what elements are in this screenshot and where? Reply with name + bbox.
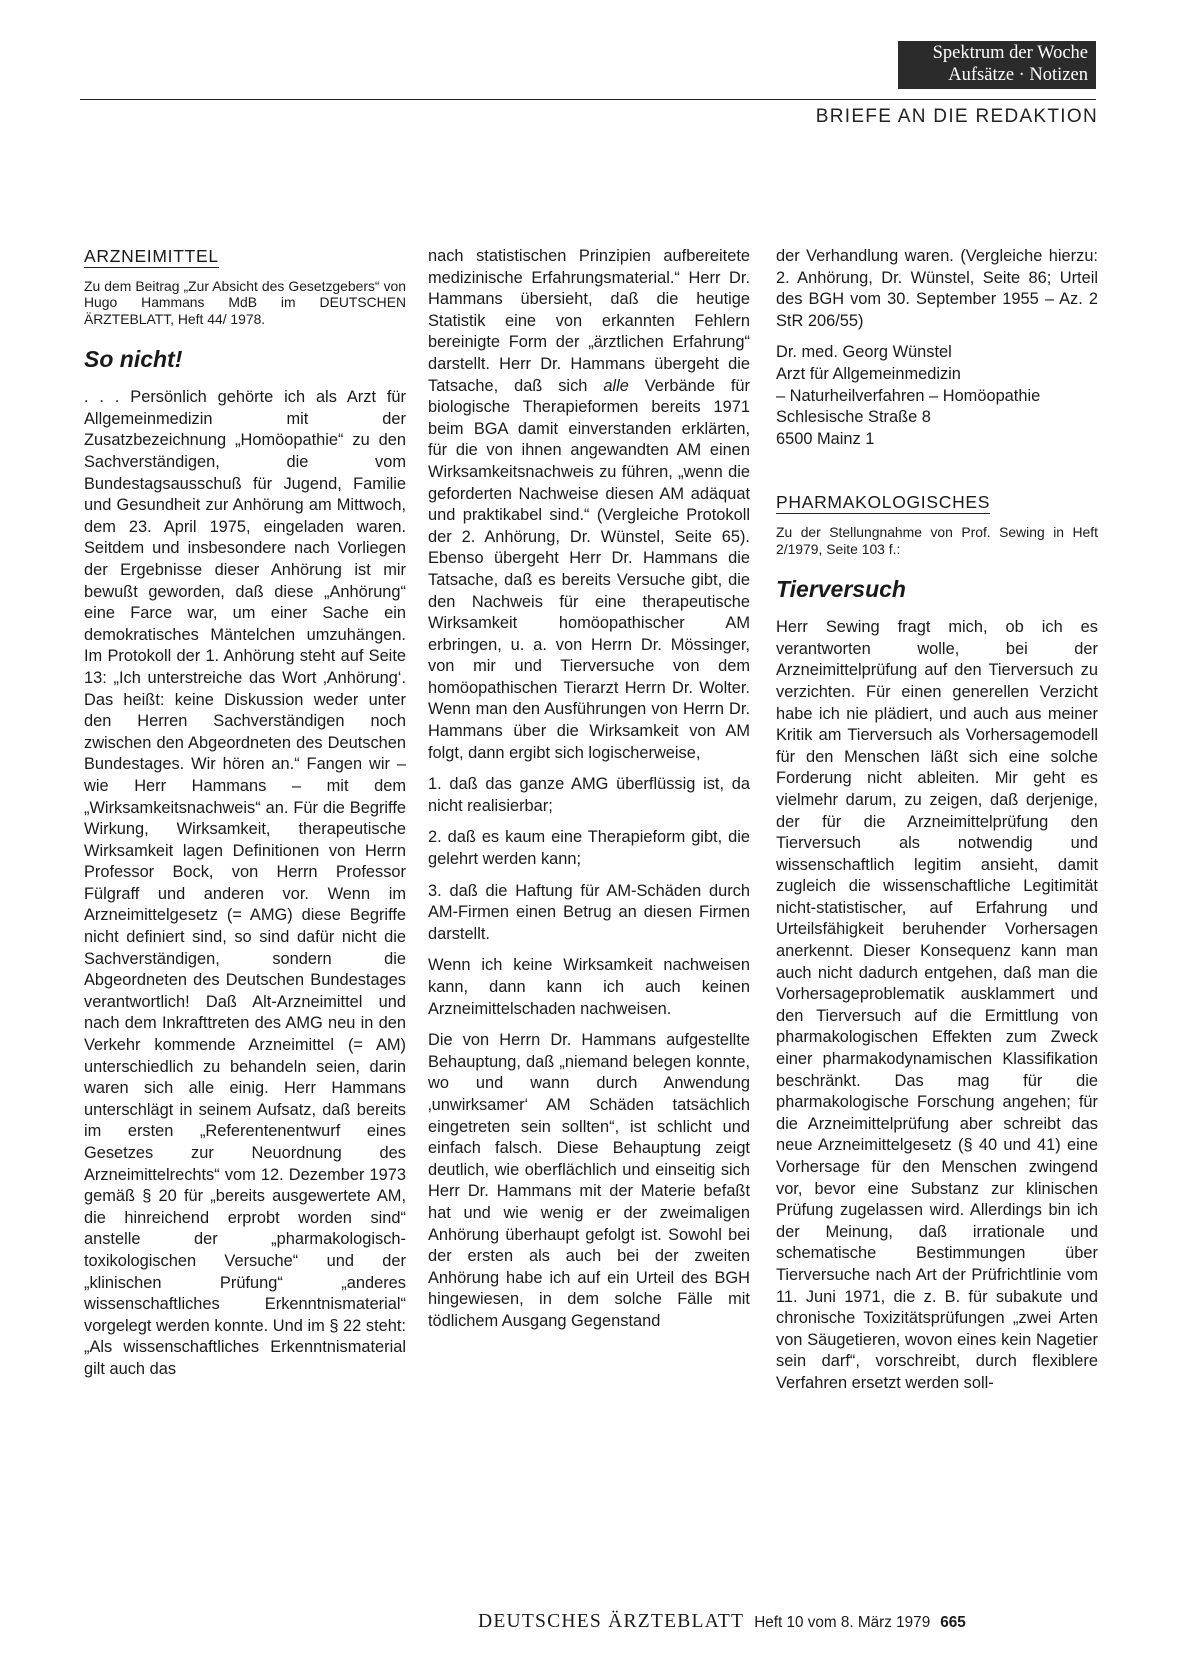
badge-line-1: Spektrum der Woche bbox=[932, 43, 1088, 63]
p2-text: nach statistischen Prinzipien aufbereitete medizinische Erfahrungsmaterial.“ Herr Dr. Hammans übersieht, daß die heutige Statistik eine von erkannten Fehlern bereinigte Form der „ärztlichen Erfahrung“ darstellt. Herr Dr. Hammans übergeht die Tatsache, daß sich bbox=[428, 247, 750, 395]
footer-issue: Heft 10 vom 8. März 1979 bbox=[754, 1614, 931, 1631]
letter1-intro: Zu dem Beitrag „Zur Absicht des Gesetzgebers“ von Hugo Hammans MdB im DEUTSCHEN ÄRZTEBLATT, Heft 44/ 1978. bbox=[84, 278, 406, 327]
badge-line-2: Aufsätze · Notizen bbox=[948, 65, 1088, 85]
letter1-paragraph-2 bbox=[428, 246, 750, 764]
list-item-1: 1. daß das ganze AMG überflüssig ist, da nicht realisierbar; bbox=[428, 775, 750, 815]
p2-emphasis: alle bbox=[603, 376, 629, 395]
letter2-intro: Zu der Stellungnahme von Prof. Sewing in Heft 2/1979, Seite 103 f.: bbox=[776, 524, 1098, 557]
rubric-arzneimittel: ARZNEIMITTEL bbox=[84, 246, 219, 266]
letter1-paragraph-3: Wenn ich keine Wirksamkeit nachweisen kann, dann kann ich auch keinen Arzneimittelschaden nachweisen. bbox=[428, 956, 750, 1018]
sig-street: Schlesische Straße 8 bbox=[776, 408, 931, 427]
page-footer bbox=[478, 1611, 966, 1633]
list-item-2: 2. daß es kaum eine Therapieform gibt, die gelehrt werden kann; bbox=[428, 828, 750, 869]
p2-text-rest: Verbände für biologische Therapieformen bereits 1971 beim BGA damit einverstanden erklärten, für die von ihnen angewandten AM einen Wirksamkeitsnachweis zu führen, „wenn die geforderten Nachweise diesen AM adäquat und praktikabel sind.“ (Vergleiche Protokoll der 2. Anhörung, Dr. Wünstel, Seite 65). Ebenso übergeht Herr Dr. Hammans die Tatsache, daß es bereits Versuche gibt, die den Nachweis für eine therapeutische Wirksamkeit homöopathischer AM erbringen, u. a. von Herrn Dr. Mössinger, von mir und Tierversuche von dem homöopathischen Tierarzt Herrn Dr. Wolter. Wenn man den Ausführungen von Herrn Dr. Hammans über die Wirksamkeit von AM folgt, dann ergibt sich logischerweise, bbox=[428, 376, 750, 762]
sig-city: 6500 Mainz 1 bbox=[776, 429, 875, 448]
list-item-3: 3. daß die Haftung für AM-Schäden durch AM-Firmen einen Betrug an diesen Firmen darstellt. bbox=[428, 881, 750, 943]
sig-title: Arzt für Allgemeinmedizin bbox=[776, 364, 961, 383]
section-badge bbox=[898, 41, 1096, 89]
letter1-paragraph-5: der Verhandlung waren. (Vergleiche hierzu: 2. Anhörung, Dr. Wünstel, Seite 86; Urteil des BGH vom 30. September 1955 – Az. 2 StR 206/55) bbox=[776, 247, 1098, 330]
letter2-paragraph-1: Herr Sewing fragt mich, ob ich es verantworten wolle, bei der Arzneimittelprüfung auf den Tierversuch zu verzichten. Für einen generellen Verzicht habe ich nie plädiert, und auch aus meiner Kritik am Tierversuch als Vorhersagemodell für den Menschen läßt sich eine solche Forderung nicht ableiten. Mir geht es vielmehr darum, zu zeigen, daß derjenige, der für die Arzneimittelprüfung den Tierversuch als notwendig und wissenschaftlich legitim ansieht, damit zugleich die wissenschaftliche Legitimität nicht-statistischer, auf Erfahrung und Urteilsfähigkeit beruhender Vorhersagen anerkennt. Dieser Konsequenz kann man auch nicht dadurch entgehen, daß man die Vorhersageproblematik ausklammert und den Tierversuch auf die Ermittlung von pharmakologischen Effekten zum Zweck einer pharmakodynamischen Klassifikation beschränkt. Das mag für die pharmakologische Forschung angehen; für die Arzneimittelprüfung aber schreibt das neue Arzneimittelgesetz (§ 40 und 41) eine Vorhersage für den Menschen zwingend vor, bevor eine Substanz zur klinischen Prüfung zugelassen wird. Allerdings bin ich der Meinung, daß irrationale und schematische Bestimmungen über Tierversuche nach Art der Prüfrichtlinie vom 11. Juni 1971, die z. B. für subakute und chronische Toxizitätsprüfungen „zwei Arten von Säugetieren, wovon eines kein Nagetier sein darf“, vorschreibt, durch flexiblere Verfahren ersetzt werden soll- bbox=[776, 618, 1098, 1392]
letter1-signature bbox=[776, 342, 1098, 450]
column-1 bbox=[84, 246, 406, 1381]
footer-journal: DEUTSCHES ÄRZTEBLATT bbox=[478, 1611, 745, 1632]
letter1-headline: So nicht! bbox=[84, 346, 183, 373]
header-rule bbox=[80, 99, 1096, 100]
letter1-paragraph-1: . . . Persönlich gehörte ich als Arzt für Allgemeinmedizin mit der Zusatzbezeichnung „Homöopathie“ zu den Sachverständigen, die vom Bundestagsausschuß für Jugend, Familie und Gesundheit zur Anhörung am Mittwoch, dem 23. April 1975, eingeladen waren. Seitdem und insbesondere nach Vorliegen der Ergebnisse dieser Anhörung ist mir bewußt geworden, daß diese „Anhörung“ eine Farce war, um einer Sache ein demokratisches Mäntelchen umzuhängen. Im Protokoll der 1. Anhörung steht auf Seite 13: „Ich unterstreiche das Wort ‚Anhörung‘. Das heißt: keine Diskussion weder unter den Herren Sachverständigen noch zwischen den Abgeordneten des Deutschen Bundestages. Wir hören an.“ Fangen wir – wie Herr Hammans – mit dem „Wirksamkeitsnachweis“ an. Für die Begriffe Wirkung, Wirksamkeit, therapeutische Wirksamkeit lagen Definitionen von Herrn Professor Bock, von Herrn Professor Fülgraff und anderen vor. Wenn im Arzneimittelgesetz (= AMG) diese Begriffe nicht definiert sind, so sind dafür nicht die Sachverständigen, sondern die Abgeordneten des Deutschen Bundestages verantwortlich! Daß Alt-Arzneimittel und nach dem Inkrafttreten des AMG neu in den Verkehr kommende Arzneimittel (= AM) unterschiedlich zu behandeln seien, darin waren sich alle einig. Herr Hammans unterschlägt in seinem Aufsatz, daß bereits im ersten „Referentenentwurf eines Gesetzes zur Neuordnung des Arzneimittelrechts“ vom 12. Dezember 1973 gemäß § 20 für „bereits ausgewertete AM, die hinreichend erprobt worden sind“ anstelle der „pharmakologisch-toxikologischen Versuche“ und der „klinischen Prüfung“ „anderes wissenschaftliches Erkenntnismaterial“ vorgelegt werden konnte. Und im § 22 steht: „Als wissenschaftliches Erkenntnismaterial gilt auch das bbox=[84, 388, 406, 1378]
page-number: 665 bbox=[940, 1614, 966, 1631]
sig-name: Dr. med. Georg Wünstel bbox=[776, 343, 952, 362]
column-2 bbox=[428, 246, 750, 1333]
letter2-headline: Tierversuch bbox=[776, 576, 906, 603]
section-heading: BRIEFE AN DIE REDAKTION bbox=[815, 106, 1098, 127]
rubric-pharmakologisches: PHARMAKOLOGISCHES bbox=[776, 492, 991, 513]
sig-specialty: – Naturheilverfahren – Homöopathie bbox=[776, 386, 1041, 405]
letter1-paragraph-4: Die von Herrn Dr. Hammans aufgestellte Behauptung, daß „niemand belegen konnte, wo und wann durch Anwendung ‚unwirksamer‘ AM Schäden tatsächlich eingetreten sein sollten“, ist schlicht und einfach falsch. Diese Behauptung zeigt deutlich, wie oberflächlich und einseitig sich Herr Dr. Hammans mit der Materie befaßt hat und wie wenig er der zweimaligen Anhörung überhaupt gefolgt ist. Sowohl bei der ersten als auch bei der zweiten Anhörung habe ich auf ein Urteil des BGH hingewiesen, in dem solche Fälle mit tödlichem Ausgang Gegenstand bbox=[428, 1031, 750, 1330]
column-3 bbox=[776, 246, 1098, 1395]
